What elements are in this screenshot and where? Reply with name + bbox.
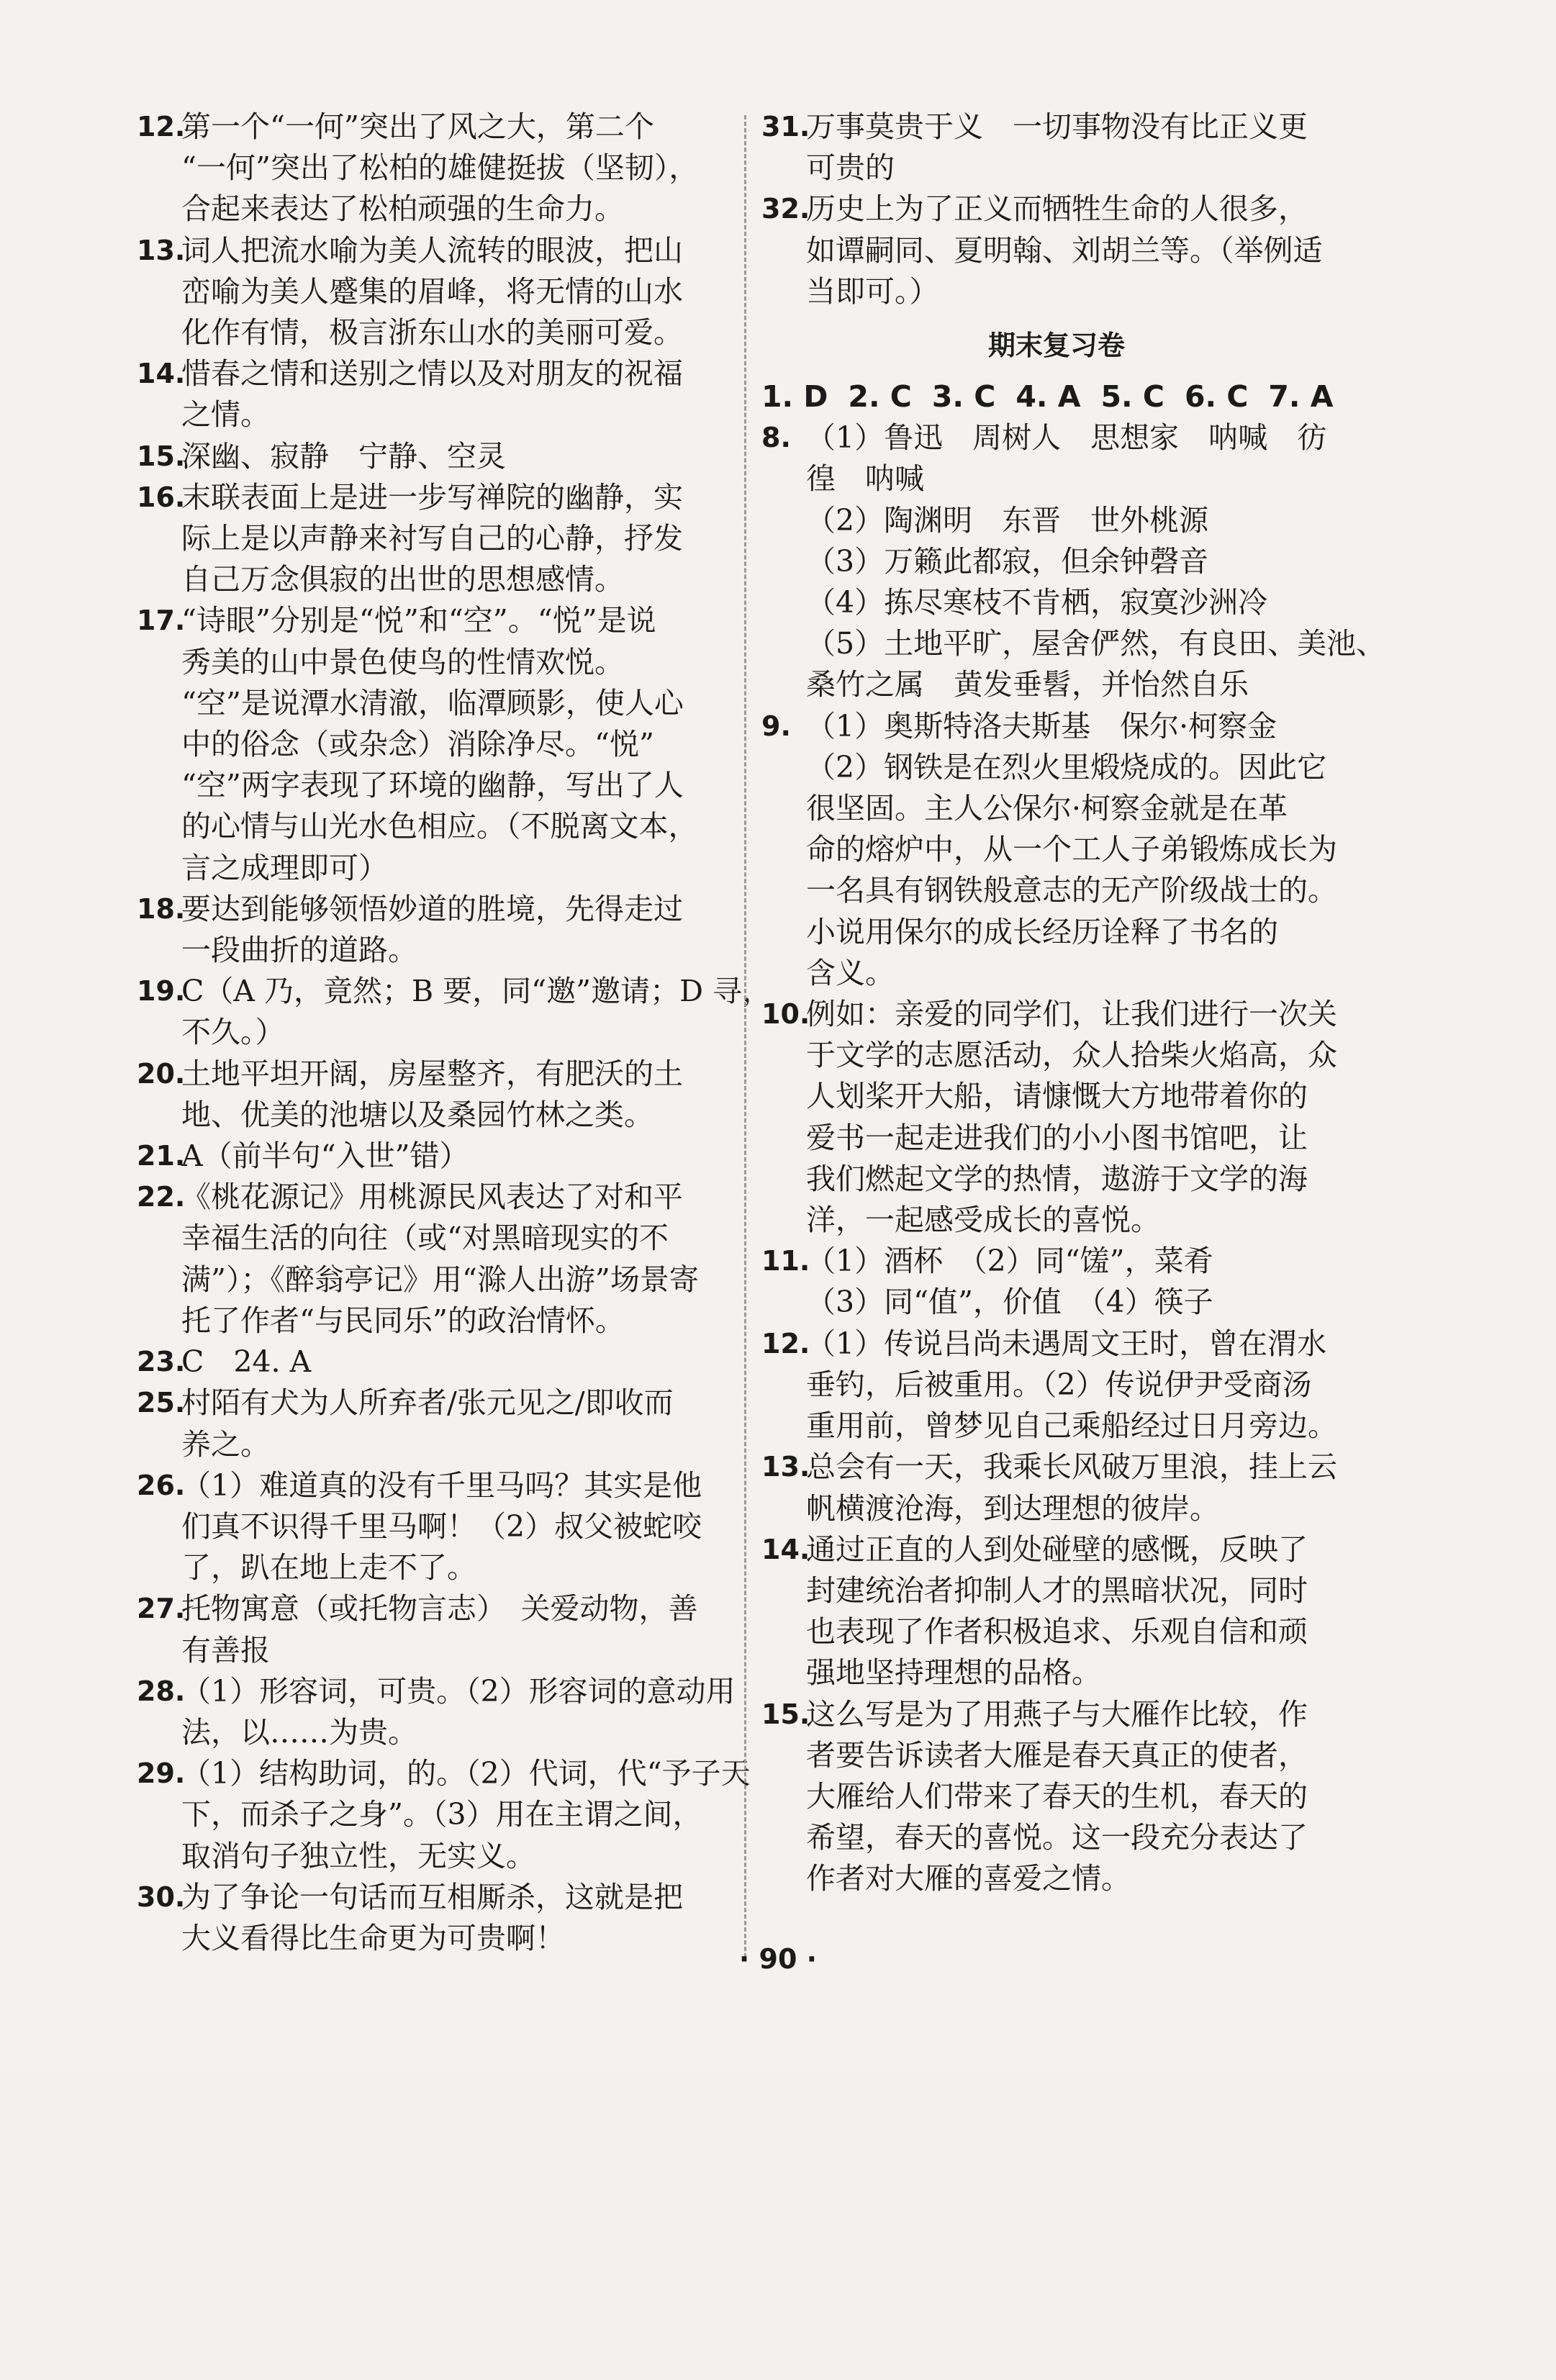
- answer-item: [137, 1465, 727, 1589]
- answer-line: （3）万籁此都寂，但余钟磬音: [806, 543, 1209, 579]
- answer-line: 强地坚持理想的品格。: [806, 1655, 1101, 1691]
- answer-line: 《桃花源记》用桃源民风表达了对和平: [181, 1180, 683, 1215]
- answer-line: “诗眼”分别是“悦”和“空”。“悦”是说: [181, 603, 656, 638]
- answer-line: 万事莫贵于义 一切事物没有比正义更: [806, 109, 1308, 144]
- answer-item: [137, 889, 727, 971]
- answer-line: 我们燃起文学的热情，遨游于文学的海: [806, 1161, 1308, 1196]
- answer-number: 12.: [761, 1327, 810, 1359]
- answer-line: 土地平坦开阔，房屋整齐，有肥沃的土: [181, 1056, 683, 1091]
- answer-line: 有善报: [181, 1632, 270, 1668]
- mc-answer: 3. C: [931, 379, 996, 415]
- answer-line: 要达到能够领悟妙道的胜境，先得走过: [181, 891, 683, 926]
- answer-line: 化作有情，极言浙东山水的美丽可爱。: [181, 315, 683, 350]
- answer-line: 言之成理即可）: [181, 850, 388, 885]
- answer-line: （1）奥斯特洛夫斯基 保尔·柯察金: [806, 708, 1277, 743]
- answer-line: 法，以……为贵。: [181, 1714, 417, 1750]
- answer-item: [137, 971, 772, 1053]
- answer-line: 帆横渡沧海，到达理想的彼岸。: [806, 1490, 1219, 1526]
- answer-line: 合起来表达了松柏顽强的生命力。: [181, 191, 624, 227]
- answer-item: [137, 353, 727, 435]
- answer-line: “空”是说潭水清澈，临潭顾影，使人心: [181, 685, 684, 720]
- section-title: 期末复习卷: [987, 330, 1125, 362]
- answer-item: [137, 1671, 736, 1753]
- answer-number: 31.: [761, 111, 810, 142]
- answer-number: 12.: [137, 111, 186, 142]
- answer-line: 历史上为了正义而牺牲生命的人很多，: [806, 191, 1308, 227]
- answer-line: （2）陶渊明 东晋 世外桃源: [806, 502, 1209, 538]
- answer-number: 27.: [137, 1593, 186, 1625]
- answer-item: [137, 230, 727, 354]
- answer-item: [137, 1136, 727, 1177]
- answer-line: （1）酒杯 （2）同“馐”，菜肴: [806, 1244, 1213, 1279]
- answer-line: 作者对大雁的喜爱之情。: [806, 1861, 1131, 1896]
- answer-line: 垂钓，后被重用。（2）传说伊尹受商汤: [806, 1367, 1312, 1402]
- answer-line: （1）传说吕尚未遇周文王时，曾在渭水: [806, 1326, 1327, 1361]
- answer-line: 为了争论一句话而互相厮杀，这就是把: [181, 1879, 683, 1914]
- answer-number: 21.: [137, 1140, 186, 1172]
- answer-item: [137, 1054, 727, 1136]
- mc-answer: 4. A: [1016, 379, 1081, 415]
- answer-line: 托了作者“与民同乐”的政治情怀。: [181, 1303, 625, 1338]
- answer-line: （1）结构助词，的。（2）代词，代“予子天: [181, 1756, 751, 1791]
- answer-line: 于文学的志愿活动，众人拾柴火焰高，众: [806, 1038, 1337, 1073]
- answer-line: 洋，一起感受成长的喜悦。: [806, 1203, 1160, 1238]
- answer-item: [761, 1529, 1352, 1694]
- answer-line: 徨 呐喊: [806, 461, 924, 497]
- answer-item: [761, 994, 1352, 1241]
- answer-line: 地、优美的池塘以及桑园竹林之类。: [181, 1097, 653, 1132]
- answer-line: 词人把流水喻为美人流转的眼波，把山: [181, 232, 683, 268]
- answer-line: （4）拣尽寒枝不肯栖，寂寞沙洲冷: [806, 585, 1268, 620]
- answer-line: 命的熔炉中，从一个工人子弟锻炼成长为: [806, 832, 1337, 867]
- answer-line: （5）土地平旷，屋舍俨然，有良田、美池、: [806, 626, 1386, 661]
- answer-line: （2）钢铁是在烈火里煅烧成的。因此它: [806, 749, 1327, 784]
- answer-number: 10.: [761, 998, 810, 1031]
- answer-number: 9.: [761, 710, 791, 742]
- answer-number: 14.: [761, 1533, 810, 1565]
- right-top-answers: [761, 107, 1352, 312]
- answer-number: 16.: [137, 481, 186, 513]
- column-divider: [744, 115, 746, 1958]
- answer-line: C（A 乃，竟然；B 要，同“邀”邀请；D 寻，: [181, 974, 772, 1009]
- answer-line: 者要告诉读者大雁是春天真正的使者，: [806, 1737, 1308, 1773]
- answer-number: 25.: [137, 1387, 186, 1419]
- answer-line: 峦喻为美人蹙集的眉峰，将无情的山水: [181, 273, 683, 309]
- answer-line: 之情。: [181, 397, 270, 433]
- answer-line: 当即可。）: [806, 273, 939, 309]
- answer-line: （1）鲁迅 周树人 思想家 呐喊 彷: [806, 420, 1327, 456]
- answer-line: 中的俗念（或杂念）消除净尽。“悦”: [181, 727, 654, 762]
- answer-line: 的心情与山光水色相应。（不脱离文本，: [181, 809, 698, 844]
- answer-number: 29.: [137, 1757, 186, 1790]
- answer-item: [137, 600, 727, 888]
- answer-line: 们真不识得千里马啊！（2）叔父被蛇咬: [181, 1508, 702, 1544]
- answer-line: 养之。: [181, 1426, 270, 1462]
- answer-line: 第一个“一何”突出了风之大，第二个: [181, 109, 654, 144]
- answer-line: 一段曲折的道路。: [181, 933, 417, 968]
- answer-item: [137, 477, 727, 601]
- answer-line: C 24. A: [181, 1344, 312, 1380]
- answer-line: （1）难道真的没有千里马吗？其实是他: [181, 1467, 702, 1503]
- answer-line: 希望，春天的喜悦。这一段充分表达了: [806, 1820, 1308, 1855]
- mc-answer: 5. C: [1100, 379, 1164, 415]
- answer-number: 26.: [137, 1469, 186, 1501]
- answer-line: 很坚固。主人公保尔·柯察金就是在革: [806, 791, 1288, 826]
- answer-line: 含义。: [806, 955, 895, 990]
- mc-answer: 7. A: [1268, 379, 1334, 415]
- answer-line: 下，而杀子之身”。（3）用在主谓之间，: [181, 1797, 702, 1832]
- answer-line: 村陌有犬为人所弃者/张元见之/即收而: [181, 1385, 674, 1421]
- answer-item: [761, 1447, 1352, 1529]
- answer-line: 秀美的山中景色使鸟的性情欢悦。: [181, 644, 624, 679]
- answer-line: 际上是以声静来衬写自己的心静，抒发: [181, 521, 683, 556]
- answer-item: [137, 1588, 727, 1670]
- answer-number: 11.: [761, 1245, 810, 1277]
- answer-number: 13.: [761, 1451, 810, 1483]
- answer-line: 总会有一天，我乘长风破万里浪，挂上云: [806, 1449, 1337, 1485]
- answer-line: 封建统治者抑制人才的黑暗状况，同时: [806, 1573, 1308, 1608]
- answer-item: [761, 189, 1352, 312]
- answer-item: [137, 1341, 727, 1383]
- mc-answer: 1. D: [761, 379, 828, 415]
- answer-number: 15.: [137, 440, 186, 472]
- answer-line: 幸福生活的向往（或“对黑暗现实的不: [181, 1221, 669, 1256]
- answer-item: [761, 1241, 1352, 1323]
- answer-line: 大雁给人们带来了春天的生机，春天的: [806, 1778, 1308, 1814]
- answer-line: 深幽、寂静 宁静、空灵: [181, 438, 506, 474]
- answer-number: 30.: [137, 1881, 186, 1913]
- answer-line: 末联表面上是进一步写禅院的幽静，实: [181, 479, 683, 515]
- answer-item: [761, 1694, 1352, 1900]
- answer-number: 22.: [137, 1181, 186, 1213]
- answer-line: “空”两字表现了环境的幽静，写出了人: [181, 768, 684, 803]
- answer-item: [761, 1324, 1352, 1447]
- answer-line: A（前半句“入世”错）: [181, 1139, 469, 1174]
- answer-line: 这么写是为了用燕子与大雁作比较，作: [806, 1696, 1308, 1732]
- mc-answer: 2. C: [848, 379, 912, 415]
- right-bottom-answers: [761, 417, 1386, 1899]
- answer-number: 28.: [137, 1675, 186, 1707]
- answer-number: 17.: [137, 605, 186, 637]
- left-column: [137, 107, 772, 1959]
- answer-number: 23.: [137, 1346, 186, 1378]
- answer-number: 20.: [137, 1057, 186, 1090]
- answer-line: 惜春之情和送别之情以及对朋友的祝福: [181, 356, 683, 392]
- answer-line: 大义看得比生命更为可贵啊！: [181, 1920, 565, 1955]
- answer-number: 13.: [137, 234, 186, 266]
- multiple-choice-answers: [761, 376, 1352, 417]
- answer-line: 桑竹之属 黄发垂髫，并怡然自乐: [806, 667, 1249, 702]
- answer-line: 一名具有钢铁般意志的无产阶级战士的。: [806, 873, 1337, 908]
- page-number: · 90 ·: [738, 1943, 818, 1975]
- answer-line: 通过正直的人到处碰壁的感慨，反映了: [806, 1531, 1308, 1567]
- answer-line: 例如：亲爱的同学们，让我们进行一次关: [806, 997, 1337, 1032]
- answer-line: 小说用保尔的成长经历诠释了书名的: [806, 914, 1278, 949]
- answer-number: 14.: [137, 358, 186, 390]
- answer-line: （1）形容词，可贵。（2）形容词的意动用: [181, 1673, 736, 1709]
- right-column: [761, 107, 1386, 1900]
- answer-line: 重用前，曾梦见自己乘船经过日月旁边。: [806, 1408, 1337, 1444]
- answer-line: （3）同“值”，价值 （4）筷子: [806, 1285, 1213, 1320]
- answer-item: [761, 107, 1352, 189]
- answer-line: 人划桨开大船，请慷慨大方地带着你的: [806, 1079, 1308, 1114]
- answer-line: 了，趴在地上走不了。: [181, 1550, 476, 1585]
- answer-line: “一何”突出了松柏的雄健挺拔（坚韧），: [181, 150, 699, 186]
- answer-number: 15.: [761, 1698, 810, 1730]
- answer-number: 19.: [137, 975, 186, 1008]
- answer-item: [761, 417, 1386, 705]
- answer-line: 也表现了作者积极追求、乐观自信和顽: [806, 1614, 1308, 1650]
- answer-line: 如谭嗣同、夏明翰、刘胡兰等。（举例适: [806, 232, 1323, 268]
- answer-line: 可贵的: [806, 150, 895, 186]
- mc-answer: 6. C: [1184, 379, 1249, 415]
- answer-item: [761, 706, 1352, 994]
- answer-line: 取消句子独立性，无实义。: [181, 1838, 535, 1873]
- answer-item: [137, 1753, 751, 1877]
- answer-number: 18.: [137, 892, 186, 925]
- answer-item: [137, 1177, 727, 1341]
- answer-line: 爱书一起走进我们的小小图书馆吧，让: [806, 1120, 1308, 1155]
- answer-line: 不久。）: [181, 1015, 285, 1050]
- answer-item: [137, 436, 727, 477]
- answer-line: 满”）；《醉翁亭记》用“滁人出游”场景寄: [181, 1262, 699, 1297]
- answer-line: 自己万念俱寂的出世的思想感情。: [181, 562, 624, 597]
- answer-item: [137, 107, 727, 230]
- answer-line: 托物寓意（或托物言志） 关爱动物，善: [181, 1591, 698, 1626]
- answer-number: 8.: [761, 422, 791, 454]
- answer-number: 32.: [761, 193, 810, 225]
- answer-item: [137, 1383, 727, 1465]
